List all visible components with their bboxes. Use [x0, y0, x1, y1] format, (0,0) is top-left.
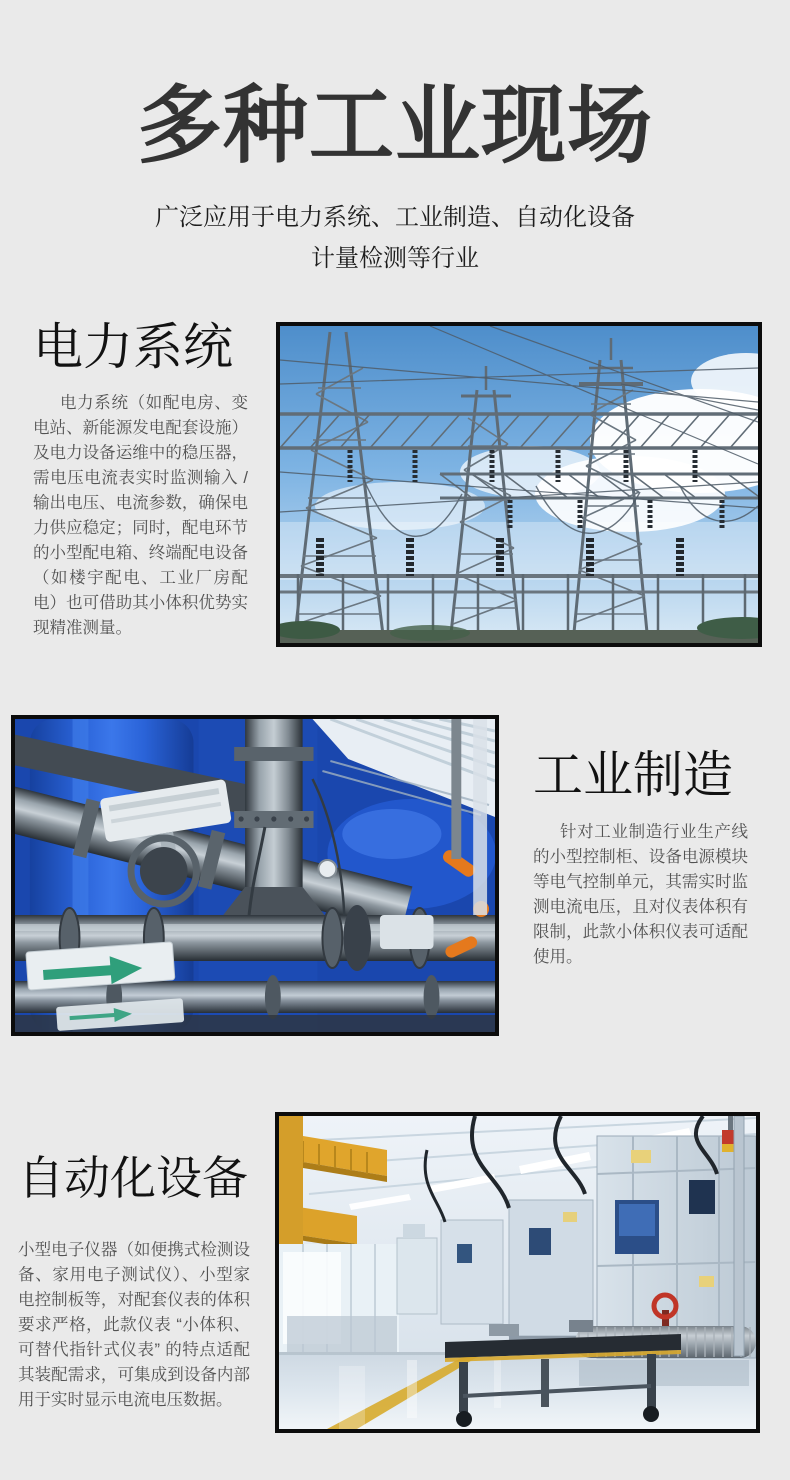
section-body-manufacturing: 针对工业制造行业生产线的小型控制柜、设备电源模块等电气控制单元，其需实时监测电流电压，且对仪表体积有限制，此款小体积仪表可适配使用。 [533, 823, 748, 966]
page-subtitle-line1: 广泛应用于电力系统、工业制造、自动化设备 [155, 204, 635, 231]
page-subtitle-line2: 计量检测等行业 [311, 245, 479, 272]
power-substation-photo [276, 322, 762, 647]
section-heading-manufacturing: 工业制造 [533, 747, 733, 803]
automation-line-photo [275, 1112, 760, 1433]
section-body-automation: 小型电子仪器（如便携式检测设备、家用电子测试仪）、小型家电控制板等，对配套仪表的体积要求严格，此款仪表 “小体积、可替代指针式仪表” 的特点适配其装配需求，可集成到设备内部用于实时显示电流电压数据。 [18, 1241, 250, 1409]
page-title: 多种工业现场 [136, 79, 653, 174]
power-substation-illustration [280, 326, 758, 643]
industrial-pipes-photo [11, 715, 499, 1036]
automation-line-illustration [279, 1116, 756, 1429]
section-body-power-system: 电力系统（如配电房、变电站、新能源发电配套设施）及电力设备运维中的稳压器，需电压电流表实时监测输入 / 输出电压、电流参数，确保电力供应稳定；同时，配电环节的小型配电箱、终端配电设备（如楼宇配电、工业厂房配电）也可借助其小体积优势实现精准测量。 [33, 394, 248, 637]
industrial-pipes-illustration [15, 719, 495, 1032]
section-heading-automation: 自动化设备 [18, 1152, 248, 1204]
section-heading-power-system: 电力系统 [33, 319, 233, 375]
